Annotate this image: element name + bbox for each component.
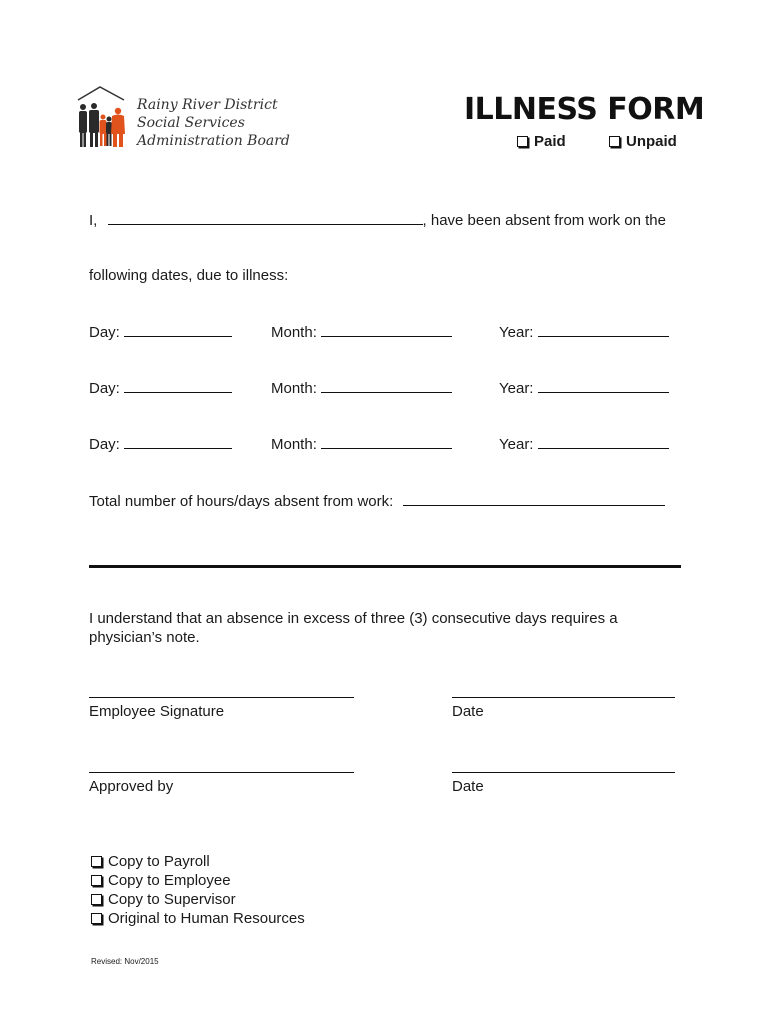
day-field-1[interactable]	[124, 322, 232, 337]
month-field-1[interactable]	[321, 322, 452, 337]
year-field-2[interactable]	[538, 378, 669, 393]
year-label: Year:	[499, 380, 534, 397]
org-name-line2: Social Services	[137, 115, 245, 131]
unpaid-checkbox[interactable]	[609, 136, 620, 147]
copy-supervisor-checkbox[interactable]	[91, 894, 102, 905]
approved-date-label: Date	[452, 778, 484, 795]
month-label: Month:	[271, 324, 317, 341]
employee-signature-field[interactable]	[89, 697, 354, 698]
month-row-3	[271, 434, 452, 454]
day-row-2	[89, 378, 232, 398]
unpaid-label: Unpaid	[626, 133, 677, 150]
day-field-3[interactable]	[124, 434, 232, 449]
employee-date-label: Date	[452, 703, 484, 720]
list-item[interactable]	[91, 890, 305, 909]
statement-suffix: , have been absent from work on the	[422, 212, 666, 229]
month-label: Month:	[271, 436, 317, 453]
revision-date: Revised: Nov/2015	[91, 957, 159, 966]
org-name-line1: Rainy River District	[137, 97, 278, 113]
copy-employee-label: Copy to Employee	[108, 872, 231, 889]
approved-by-label: Approved by	[89, 778, 174, 795]
month-row-1	[271, 322, 452, 342]
paid-label: Paid	[534, 133, 566, 150]
paid-checkbox[interactable]	[517, 136, 528, 147]
note-line-2: physician’s note.	[89, 629, 200, 646]
list-item[interactable]	[91, 871, 305, 890]
day-field-2[interactable]	[124, 378, 232, 393]
year-label: Year:	[499, 436, 534, 453]
month-field-3[interactable]	[321, 434, 452, 449]
distribution-list	[91, 852, 305, 928]
year-field-1[interactable]	[538, 322, 669, 337]
total-absent-row	[89, 491, 665, 511]
month-label: Month:	[271, 380, 317, 397]
month-row-2	[271, 378, 452, 398]
original-hr-label: Original to Human Resources	[108, 910, 305, 927]
year-label: Year:	[499, 324, 534, 341]
year-row-2	[499, 378, 669, 398]
section-divider	[89, 565, 681, 568]
unpaid-option[interactable]	[609, 133, 677, 150]
year-row-1	[499, 322, 669, 342]
statement-line-1	[89, 210, 666, 230]
month-field-2[interactable]	[321, 378, 452, 393]
day-label: Day:	[89, 436, 120, 453]
form-title: ILLNESS FORM	[464, 92, 705, 127]
family-house-icon	[76, 86, 136, 150]
physician-note	[89, 609, 689, 647]
org-name-line3: Administration Board	[137, 133, 290, 149]
list-item[interactable]	[91, 909, 305, 928]
copy-payroll-checkbox[interactable]	[91, 856, 102, 867]
original-hr-checkbox[interactable]	[91, 913, 102, 924]
year-field-3[interactable]	[538, 434, 669, 449]
day-row-3	[89, 434, 232, 454]
day-label: Day:	[89, 380, 120, 397]
day-row-1	[89, 322, 232, 342]
approved-by-field[interactable]	[89, 772, 354, 773]
org-name	[137, 96, 290, 150]
year-row-3	[499, 434, 669, 454]
employee-date-field[interactable]	[452, 697, 675, 698]
employee-signature-label: Employee Signature	[89, 703, 225, 720]
approved-date-field[interactable]	[452, 772, 675, 773]
total-absent-field[interactable]	[403, 491, 665, 506]
day-label: Day:	[89, 324, 120, 341]
statement-prefix: I,	[89, 212, 98, 229]
copy-supervisor-label: Copy to Supervisor	[108, 891, 236, 908]
employee-name-field[interactable]	[108, 210, 423, 225]
note-line-1: I understand that an absence in excess of three (3) consecutive days requires a	[89, 610, 618, 627]
statement-line-2: following dates, due to illness:	[89, 267, 289, 284]
copy-employee-checkbox[interactable]	[91, 875, 102, 886]
copy-payroll-label: Copy to Payroll	[108, 853, 210, 870]
paid-option[interactable]	[517, 133, 566, 150]
total-absent-label: Total number of hours/days absent from work:	[89, 493, 394, 510]
logo	[76, 86, 136, 150]
list-item[interactable]	[91, 852, 305, 871]
